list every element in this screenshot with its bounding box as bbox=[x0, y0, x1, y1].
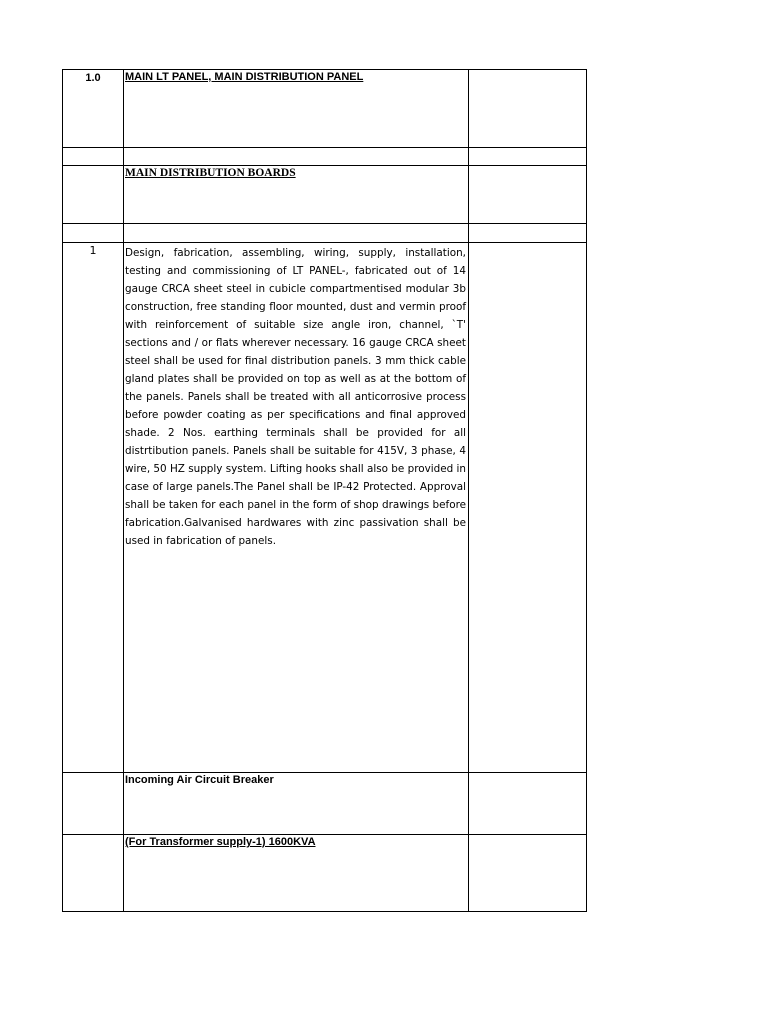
item-number-cell bbox=[63, 773, 124, 835]
section-heading: MAIN LT PANEL, MAIN DISTRIBUTION PANEL bbox=[125, 71, 364, 83]
table-row bbox=[63, 243, 587, 773]
description-cell bbox=[124, 835, 469, 912]
amount-cell bbox=[469, 166, 587, 224]
description-cell bbox=[124, 70, 469, 148]
amount-cell bbox=[469, 148, 587, 166]
description-cell bbox=[124, 166, 469, 224]
description-cell bbox=[124, 224, 469, 243]
item-number-cell bbox=[63, 166, 124, 224]
amount-cell bbox=[469, 773, 587, 835]
item-description: Design, fabrication, assembling, wiring, supply, installation, testing and commissioning of LT PANEL-, fabricated out of 14 gauge CRCA sheet steel in cubicle compartmentised modular 3b construction, free standing floor mounted, dust and vermin proof with reinforcement of suitable size angle iron, channel, `T' sections and / or flats wherever necessary. 16 gauge CRCA sheet steel shall be used for final distribution panels. 3 mm thick cable gland plates shall be provided on top as well as at the bottom of the panels. Panels shall be treated with all anticorrosive process before powder coating as per specifications and final approved shade. 2 Nos. earthing terminals shall be provided for all distrtibution panels. Panels shall be suitable for 415V, 3 phase, 4 wire, 50 HZ supply system. Lifting hooks shall also be provided in case of large panels.The Panel shall be IP-42 Protected. Approval shall be taken for each panel in the form of shop drawings before fabrication.Galvanised hardwares with zinc passivation shall be used in fabrication of panels. bbox=[125, 247, 466, 547]
item-number: 1 bbox=[89, 244, 97, 257]
item-number-cell bbox=[63, 148, 124, 166]
table-row bbox=[63, 224, 587, 243]
amount-cell bbox=[469, 70, 587, 148]
item-heading: Incoming Air Circuit Breaker bbox=[125, 774, 274, 786]
item-number-cell bbox=[63, 835, 124, 912]
table-row bbox=[63, 835, 587, 912]
subsection-heading: MAIN DISTRIBUTION BOARDS bbox=[125, 167, 296, 179]
item-number: 1.0 bbox=[85, 72, 101, 84]
item-number-cell bbox=[63, 243, 124, 773]
description-cell bbox=[124, 148, 469, 166]
table-row bbox=[63, 166, 587, 224]
amount-cell bbox=[469, 243, 587, 773]
table-row bbox=[63, 70, 587, 148]
description-cell bbox=[124, 243, 469, 773]
table-row bbox=[63, 148, 587, 166]
table-row bbox=[63, 773, 587, 835]
description-cell bbox=[124, 773, 469, 835]
amount-cell bbox=[469, 224, 587, 243]
specification-table bbox=[62, 69, 587, 912]
item-heading: (For Transformer supply-1) 1600KVA bbox=[125, 836, 316, 848]
item-number-cell bbox=[63, 70, 124, 148]
item-number-cell bbox=[63, 224, 124, 243]
amount-cell bbox=[469, 835, 587, 912]
